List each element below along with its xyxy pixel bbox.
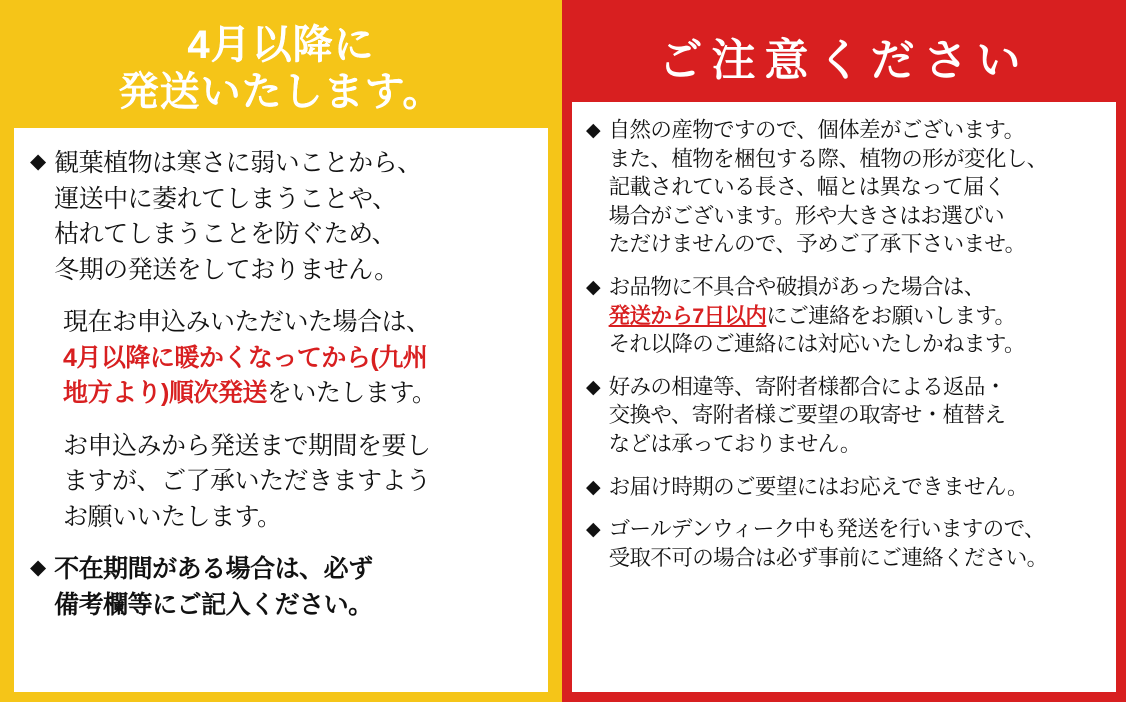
right-item-2-line-2-tail: にご連絡をお願いします。 (766, 303, 1016, 328)
left-item-1 (30, 146, 532, 288)
right-item-1-line-3: 記載されている長さ、幅とは異なって届く (608, 175, 1005, 200)
right-item-1-line-4: 場合がございます。形や大きさはお選びい (608, 203, 1005, 228)
right-item-3-line-3: などは承っておりません。 (608, 431, 861, 456)
right-item-5-line-2: 受取不可の場合は必ず事前にご連絡ください。 (608, 545, 1048, 570)
right-item-3 (586, 373, 1102, 459)
right-item-4-line-1: お届け時期のご要望にはお応えできません。 (608, 474, 1028, 499)
left-item-1-line-2: 運送中に萎れてしまうことや、 (54, 184, 397, 213)
shipping-schedule-panel (0, 0, 562, 702)
left-item-2-highlight-1: 4月以降に暖かくなってから(九州 (63, 343, 428, 372)
diamond-bullet-icon: ◆ (586, 120, 601, 141)
right-item-3-line-2: 交換や、寄附者様ご要望の取寄せ・植替え (608, 403, 1006, 428)
left-item-3-line-3: お願いいたします。 (63, 502, 282, 531)
right-item-2-line-1: お品物に不具合や破損があった場合は、 (608, 274, 985, 299)
right-item-2 (586, 273, 1102, 359)
left-item-4-line-1: 不在期間がある場合は、必ず (54, 555, 373, 584)
diamond-bullet-icon: ◆ (30, 556, 47, 580)
right-item-1-text (609, 116, 1048, 259)
diamond-bullet-icon: ◆ (586, 519, 601, 541)
diamond-bullet-icon: ◆ (586, 376, 601, 398)
right-item-1-line-5: ただけませんので、予めご了承下さいませ。 (608, 232, 1026, 257)
left-panel-heading (10, 22, 552, 116)
right-item-3-line-1: 好みの相違等、寄附者様都合による返品・ (608, 374, 1006, 399)
diamond-bullet-icon: ◆ (30, 150, 47, 174)
left-item-1-line-4: 冬期の発送をしておりません。 (54, 255, 399, 284)
left-item-2-lead: 現在お申込みいただいた場合は、 (63, 308, 431, 337)
right-item-4-text (609, 473, 1028, 502)
left-item-3-line-2: ますが、ご了承いただきますよう (63, 467, 431, 496)
right-item-1-line-1: 自然の産物ですので、個体差がございます。 (608, 118, 1025, 142)
left-item-2-text (63, 305, 532, 412)
right-item-2-underlined: 発送から7日以内 (608, 303, 767, 328)
left-item-1-line-3: 枯れてしまうことを防ぐため、 (54, 220, 397, 249)
right-item-2-line-3: それ以降のご連絡には対応いたしかねます。 (608, 332, 1025, 357)
right-item-1-line-2: また、植物を梱包する際、植物の形が変化し、 (608, 146, 1048, 171)
left-item-1-text (54, 146, 422, 288)
left-item-4-text (54, 552, 373, 623)
left-item-3 (30, 429, 532, 536)
right-item-5-text (609, 515, 1048, 572)
left-heading-line-1: 4月以降に (187, 23, 375, 67)
right-panel-body (572, 102, 1116, 692)
right-item-3-text (609, 373, 1006, 459)
diamond-bullet-icon: ◆ (586, 276, 601, 298)
left-item-1-line-1: 観葉植物は寒さに弱いことから、 (54, 149, 422, 178)
left-item-4 (30, 552, 532, 623)
right-panel-heading: ご注意ください (658, 36, 1030, 85)
caution-panel (562, 0, 1126, 702)
left-item-2 (30, 305, 532, 412)
left-item-3-text (63, 429, 532, 536)
right-item-2-text (609, 273, 1025, 359)
left-item-2-highlight-2: 地方より)順次発送 (63, 379, 267, 408)
right-item-4 (586, 473, 1102, 502)
right-item-1 (586, 116, 1102, 259)
left-panel-body (14, 128, 548, 692)
left-item-2-tail: をいたします。 (266, 379, 437, 408)
diamond-bullet-icon: ◆ (586, 476, 601, 498)
right-item-5 (586, 515, 1102, 572)
right-item-5-line-1: ゴールデンウィーク中も発送を行いますので、 (608, 517, 1045, 542)
left-item-4-line-2: 備考欄等にご記入ください。 (54, 590, 373, 619)
left-item-3-line-1: お申込みから発送まで期間を要し (63, 431, 431, 460)
left-heading-line-2: 発送いたします。 (118, 70, 444, 115)
